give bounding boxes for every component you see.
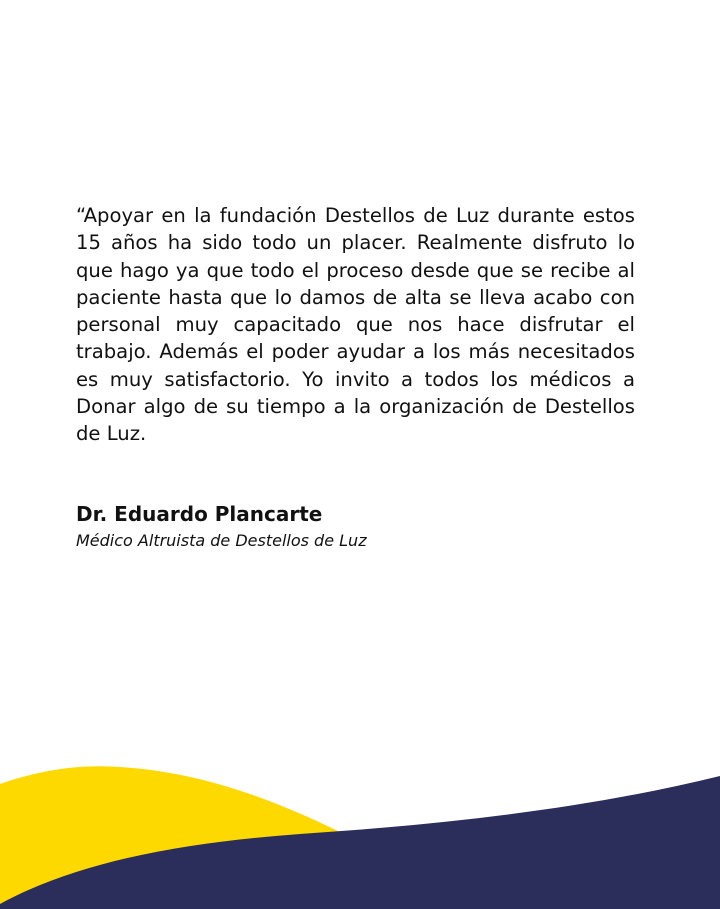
author-name: Dr. Eduardo Plancarte xyxy=(76,502,323,526)
decorative-waves xyxy=(0,740,720,909)
author-role: Médico Altruista de Destellos de Luz xyxy=(76,531,367,550)
testimonial-quote: “Apoyar en la fundación Destellos de Luz durante estos 15 años ha sido todo un placer. Realmente disfruto lo que hago ya que todo el proceso desde que se recibe al paciente hasta que lo damos de alta se lleva acabo con personal muy capacitado que nos hace disfrutar el trabajo. Además el poder ayudar a los más necesitados es muy satisfactorio. Yo invito a todos los médicos a Donar algo de su tiempo a la organización de Destellos de Luz. xyxy=(76,204,635,446)
